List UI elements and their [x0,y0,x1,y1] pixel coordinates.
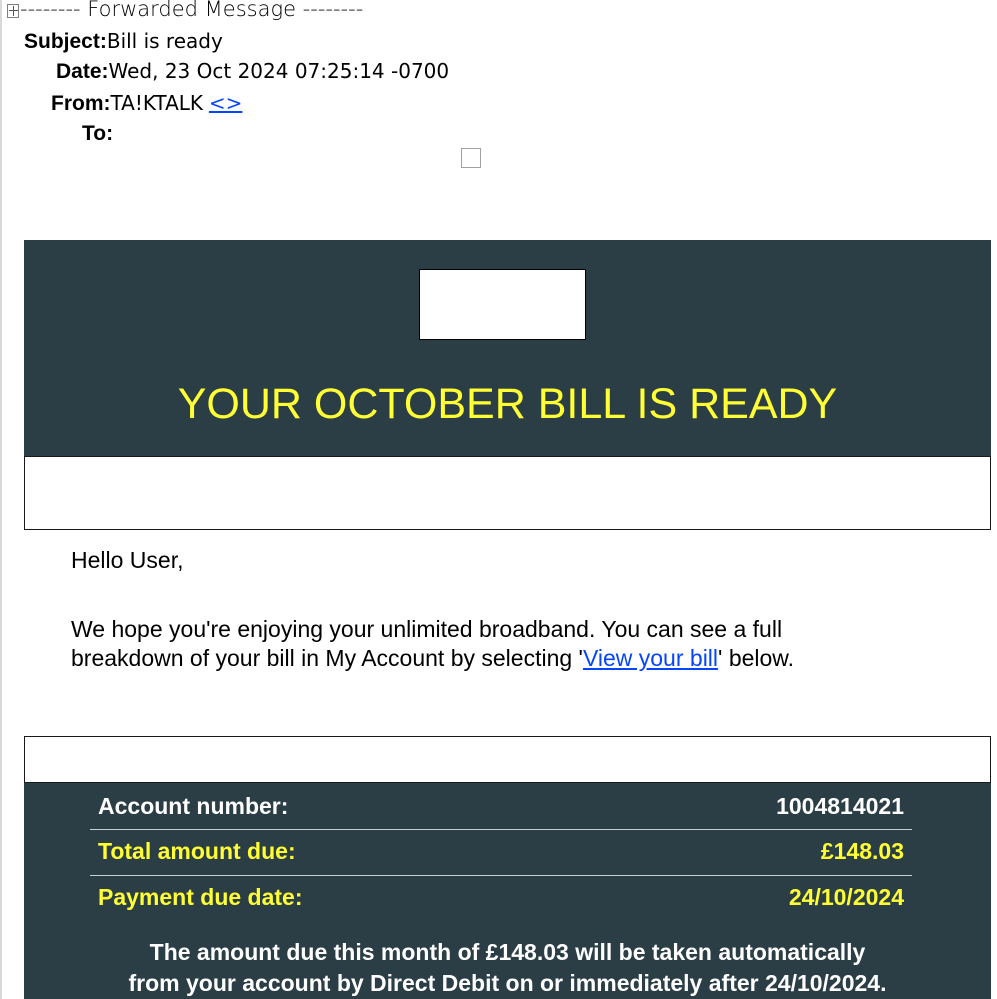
date-row [56,58,449,85]
banner-image-placeholder [24,456,991,530]
payment-due-value: 24/10/2024 [788,884,904,910]
to-row [82,120,113,147]
banner-title: YOUR OCTOBER BILL IS READY [177,380,838,428]
intro-line-2-end: ' below. [718,645,795,671]
from-email-link[interactable]: <> [208,91,243,115]
date-value: Wed, 23 Oct 2024 07:25:14 -0700 [108,59,450,83]
direct-debit-note-line-1: The amount due this month of £148.03 will be taken automatically [149,939,866,965]
date-label: Date: [56,60,109,83]
email-banner [24,240,991,456]
direct-debit-note [24,937,991,999]
intro-paragraph [71,615,794,673]
forwarded-message-header: -------- Forwarded Message -------- [20,0,364,21]
from-value: TA!KTALK [110,91,204,115]
image-placeholder-icon [461,148,481,168]
total-amount-row [90,828,912,874]
intro-line-1: We hope you're enjoying your unlimited broadband. You can see a full [71,616,783,642]
table-move-handle-icon[interactable] [7,4,19,18]
greeting: Hello User, [71,547,184,573]
image-placeholder-box [24,736,991,783]
intro-line-2 [71,644,794,673]
view-your-bill-link[interactable]: View your bill [582,645,719,671]
logo-placeholder [419,269,586,340]
subject-row [24,28,223,55]
document-margin-rule [0,0,2,999]
intro-line-2-start: breakdown of your bill in My Account by selecting ' [71,645,583,671]
direct-debit-note-line-2: from your account by Direct Debit on or immediately after 24/10/2024. [128,970,887,996]
payment-due-label: Payment due date: [98,884,303,910]
account-number-value: 1004814021 [776,793,904,819]
from-row [51,90,242,117]
subject-value: Bill is ready [106,29,223,53]
total-amount-value: £148.03 [820,838,904,864]
to-label: To: [82,122,114,145]
total-amount-label: Total amount due: [98,838,296,864]
subject-label: Subject: [24,30,107,53]
payment-due-row [90,874,912,920]
account-number-row [90,783,912,829]
account-number-label: Account number: [98,793,289,819]
account-summary-panel [24,783,991,999]
from-label: From: [51,92,111,115]
